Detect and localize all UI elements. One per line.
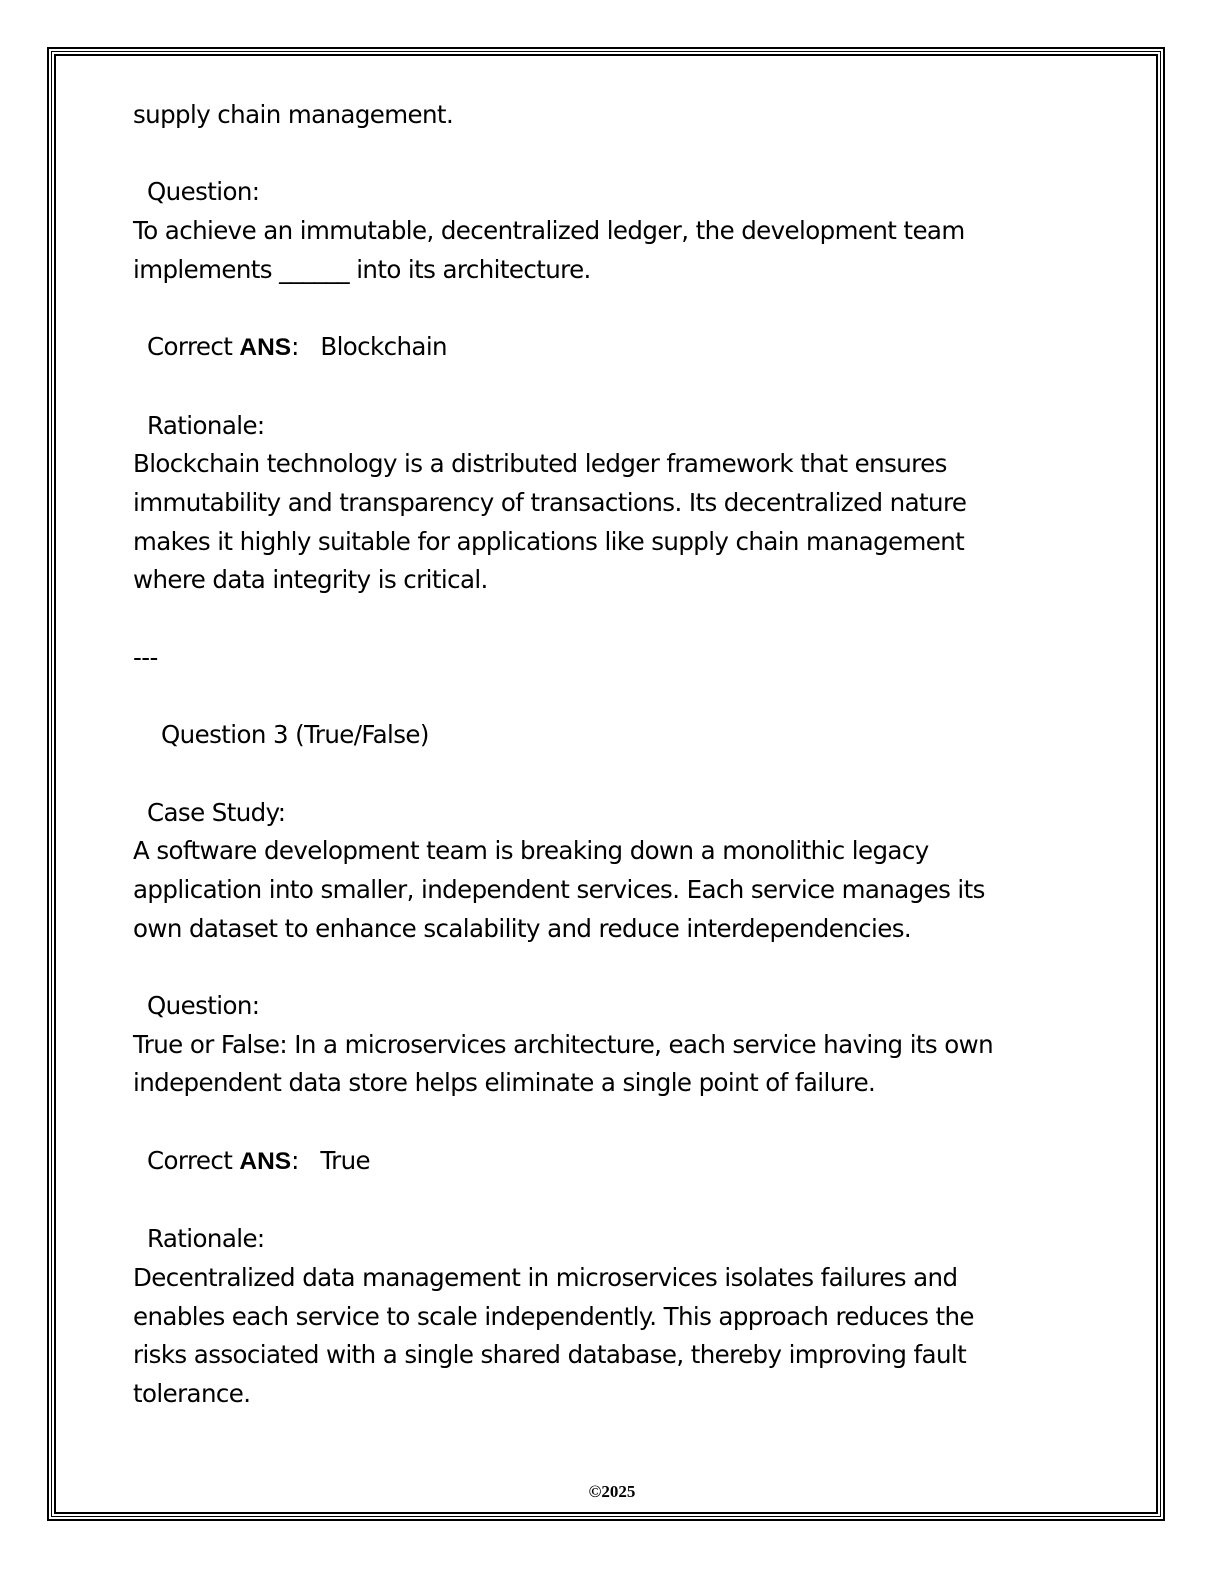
q2-rationale-line: Blockchain technology is a distributed ledger framework that ensures xyxy=(133,449,947,479)
q3-question-label: Question: xyxy=(147,991,260,1021)
q2-correct-answer xyxy=(133,328,1093,368)
q3-question-line: True or False: In a microservices architecture, each service having its own xyxy=(133,1029,994,1059)
q3-case-study-label: Case Study: xyxy=(147,797,286,827)
answer-prefix: Correct xyxy=(147,1145,240,1175)
section-separator: --- xyxy=(133,642,158,672)
answer-ans-label: ANS xyxy=(239,334,292,362)
q3-rationale-line: Decentralized data management in microservices isolates failures and xyxy=(133,1262,958,1292)
q3-case-line: application into smaller, independent services. Each service manages its xyxy=(133,874,985,904)
q3-question-line: independent data store helps eliminate a single point of failure. xyxy=(133,1068,876,1098)
q3-heading: Question 3 (True/False) xyxy=(161,720,429,750)
q3-rationale-label: Rationale: xyxy=(147,1224,265,1254)
q2-question-line: To achieve an immutable, decentralized ledger, the development team xyxy=(133,216,965,246)
q3-rationale-line: tolerance. xyxy=(133,1379,251,1409)
q3-rationale-line: enables each service to scale independently. This approach reduces the xyxy=(133,1301,974,1331)
q2-rationale-line: immutability and transparency of transactions. Its decentralized nature xyxy=(133,487,967,517)
q2-question-line: implements ______ into its architecture. xyxy=(133,254,591,284)
answer-separator: : xyxy=(291,1145,321,1175)
answer-ans-label: ANS xyxy=(239,1147,292,1175)
q3-case-line: own dataset to enhance scalability and reduce interdependencies. xyxy=(133,913,912,943)
answer-value: Blockchain xyxy=(320,332,447,362)
q2-rationale-line: makes it highly suitable for applications like supply chain management xyxy=(133,526,965,556)
q2-rationale-label: Rationale: xyxy=(147,410,265,440)
q3-correct-answer xyxy=(133,1142,1093,1182)
document-body xyxy=(133,96,1093,1414)
q3-case-line: A software development team is breaking down a monolithic legacy xyxy=(133,836,929,866)
copyright-footer: ©2025 xyxy=(588,1482,636,1501)
q2-question-label: Question: xyxy=(147,177,260,207)
q2-rationale-line: where data integrity is critical. xyxy=(133,565,488,595)
answer-separator: : xyxy=(291,332,321,362)
answer-value: True xyxy=(320,1145,371,1175)
answer-prefix: Correct xyxy=(147,332,240,362)
continuation-text: supply chain management. xyxy=(133,100,454,129)
q3-rationale-line: risks associated with a single shared database, thereby improving fault xyxy=(133,1340,967,1370)
